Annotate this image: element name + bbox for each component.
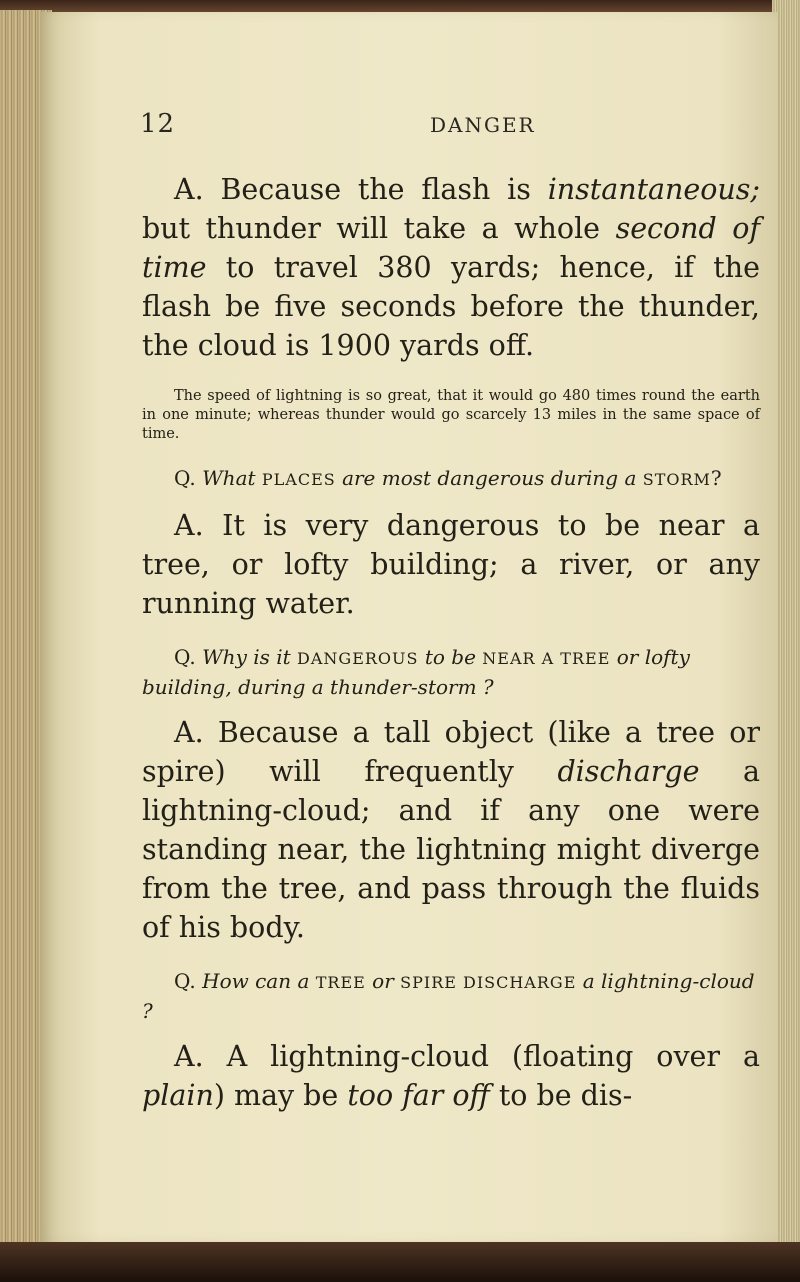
question-2: Q. What PLACES are most dangerous during a STORM? <box>174 466 722 490</box>
footnote-paragraph: The speed of lightning is so great, that it would go 480 times round the earth in one minute; whereas thunder would go scarcely 13 miles in the same space of time. <box>142 388 760 442</box>
running-title: DANGER <box>430 113 536 137</box>
question-3: Q. Why is it DANGEROUS to be NEAR A TREE or lofty building, during a thunder-storm ? <box>142 645 690 699</box>
book-edge-bottom <box>0 1242 800 1282</box>
answer-paragraph-4: A. A lightning-cloud (floating over a plain) may be too far off to be dis- <box>142 1040 760 1112</box>
text-block <box>142 170 760 1115</box>
answer-paragraph-3: A. Because a tall object (like a tree or spire) will frequently discharge a lightning-cloud; and if any one were standing near, the lightning might diverge from the tree, and pass through the fluids of his body. <box>142 716 760 944</box>
answer-paragraph-1: A. Because the flash is instantaneous; but thunder will take a whole second of time to travel 380 yards; hence, if the flash be five seconds before the thunder, the cloud is 1900 yards off. <box>142 173 760 362</box>
running-head <box>140 109 800 139</box>
page-number: 12 <box>140 109 176 139</box>
answer-paragraph-2: A. It is very dangerous to be near a tree, or lofty building; a river, or any running water. <box>142 509 760 620</box>
question-4: Q. How can a TREE or SPIRE DISCHARGE a lightning-cloud ? <box>142 969 755 1023</box>
